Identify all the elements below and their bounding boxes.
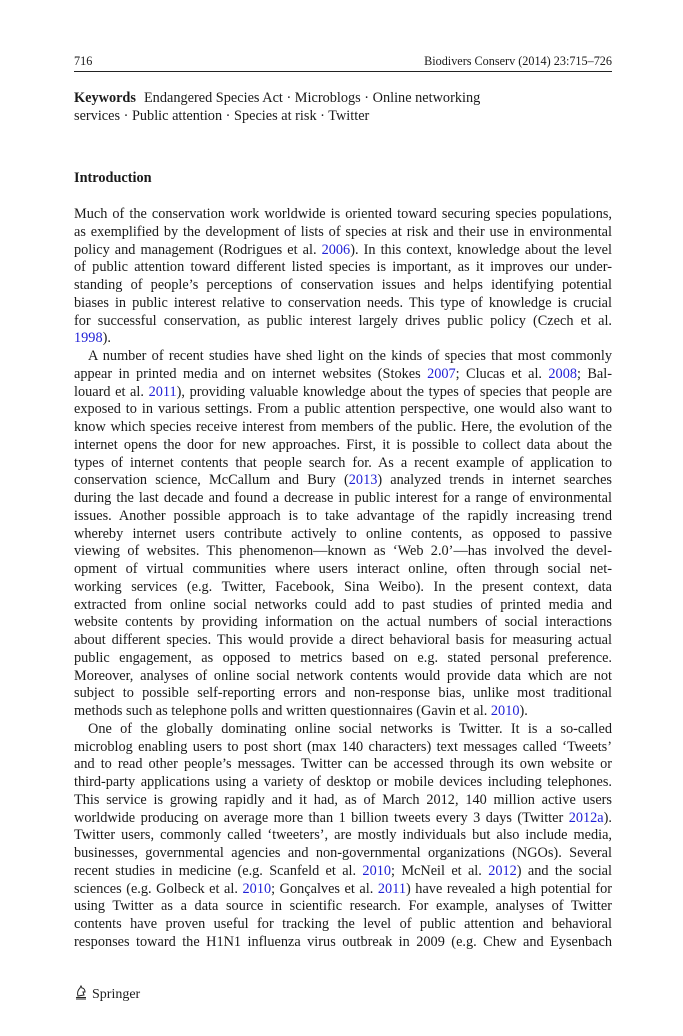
text-line: know which species receive interest from members of the public. Here, the evolution of the — [74, 419, 612, 435]
text-line: responses toward the H1N1 influenza virus outbreak in 2009 (e.g. Chew and Eysenbach — [74, 933, 612, 950]
text-line: A number of recent studies have shed light on the kinds of species that most commonly — [88, 348, 612, 364]
text-line: working services (e.g. Twitter, Facebook, Sina Weibo). In the present context, data — [74, 578, 612, 595]
paragraph — [74, 348, 612, 721]
running-head — [74, 53, 612, 69]
text-line: about different species. This would provide a direct behavioral basis for measuring actual — [74, 632, 612, 648]
keywords-label: Keywords — [74, 90, 136, 106]
citation-link[interactable]: 2011 — [148, 383, 177, 400]
keywords-block — [74, 90, 534, 125]
header-rule — [74, 71, 612, 72]
citation-link[interactable]: 2010 — [362, 862, 392, 879]
body-text — [74, 206, 612, 952]
citation-link[interactable]: 1998 — [74, 330, 103, 347]
text-line: contents have proven useful for tracking the level of public attention and behavioral — [74, 916, 612, 932]
text-line: businesses, governmental agencies and non-governmental organizations (NGOs). Several — [74, 845, 612, 861]
text-line: Moreover, analyses of online social network contents would provide data which are not — [74, 667, 612, 684]
citation-link[interactable]: 2008 — [548, 365, 577, 382]
journal-reference: Biodivers Conserv (2014) 23:715–726 — [424, 54, 612, 68]
keywords-line-1: Endangered Species Act · Microblogs · Online networking — [143, 90, 481, 106]
text-line: extracted from online social networks could add to past studies of printed media and — [74, 596, 612, 613]
text-line: policy and management (Rodrigues et al. 2006). In this context, knowledge about the level — [74, 241, 612, 258]
publisher-footer — [74, 984, 140, 1006]
text-line: internet opens the door for new approaches. First, it is possible to collect data about the — [74, 436, 612, 453]
text-line: and to read other people’s messages. Twitter can be accessed through its own website or — [74, 756, 612, 773]
text-line: methods such as telephone polls and written questionnaires (Gavin et al. 2010). — [74, 703, 528, 719]
text-line: subject to possible self-reporting errors and non-response bias, unlike most traditional — [74, 685, 612, 702]
text-line: whereby internet users contribute actively to online contents, as opposed to passive — [74, 525, 612, 542]
citation-link[interactable]: 2011 — [377, 880, 406, 897]
citation-link[interactable]: 2007 — [427, 365, 456, 382]
text-line: Twitter users, commonly called ‘tweeters’, are mostly individuals but also include media, — [74, 827, 612, 844]
text-line: viewing of websites. This phenomenon—known as ‘Web 2.0’—has involved the devel- — [74, 543, 612, 560]
text-line: during the last decade and found a decrease in public interest for a range of environmental — [74, 490, 612, 506]
text-line: as exemplified by the development of lists of species at risk and their use in environmental — [74, 223, 612, 240]
text-line: One of the globally dominating online social networks is Twitter. It is a so-called — [88, 720, 612, 737]
text-line: conservation science, McCallum and Bury (2013) analyzed trends in internet searches — [74, 472, 612, 489]
citation-link[interactable]: 2006 — [321, 241, 351, 258]
text-line: exposed to in various settings. From a public attention perspective, one would also want to — [74, 401, 612, 418]
text-line: standing of people’s perceptions of conservation issues and helps identifying potential — [74, 277, 612, 293]
citation-link[interactable]: 2012a — [568, 809, 604, 826]
text-line: worldwide producing on average more than 1 billion tweets every 3 days (Twitter 2012a). — [74, 809, 612, 826]
text-line: recent studies in medicine (e.g. Scanfeld et al. 2010; McNeil et al. 2012) and the social — [74, 862, 612, 879]
text-line: website contents by providing information on the actual numbers of social interactions — [74, 614, 612, 631]
text-line: louard et al. 2011), providing valuable knowledge about the types of species that people are — [74, 383, 612, 400]
text-line: public engagement, as opposed to metrics based on e.g. stated personal preference. — [74, 649, 612, 666]
citation-link[interactable]: 2010 — [242, 880, 272, 897]
citation-link[interactable]: 2012 — [488, 862, 517, 879]
text-line: opment of virtual communities where users interact online, often through social net- — [74, 561, 612, 577]
text-line: Much of the conservation work worldwide is oriented toward securing species populations, — [74, 206, 612, 222]
springer-knight-icon — [74, 984, 88, 1006]
paragraph — [74, 721, 612, 952]
section-title: Introduction — [74, 170, 152, 186]
text-line: microblog enabling users to post short (max 140 characters) text messages called ‘Tweets’ — [74, 738, 612, 755]
text-line: of public attention toward different listed species is important, as it improves our under- — [74, 259, 612, 276]
publisher-name: Springer — [92, 987, 141, 1002]
text-line: for successful conservation, as public interest largely drives public policy (Czech et al. — [74, 312, 612, 329]
page-number: 716 — [74, 54, 93, 68]
citation-link[interactable]: 2010 — [490, 703, 520, 719]
keywords-line-2: services · Public attention · Species at risk · Twitter — [74, 107, 370, 124]
text-line: types of internet contents that people search for. As a recent example of application to — [74, 454, 612, 471]
text-line: using Twitter as a data source in scientific research. For example, analyses of Twitter — [74, 898, 612, 915]
citation-link[interactable]: 2013 — [348, 472, 378, 489]
paragraph — [74, 206, 612, 348]
text-line: issues. Another possible approach is to take advantage of the rapidly increasing trend — [74, 507, 612, 524]
text-line: appear in printed media and on internet websites (Stokes 2007; Clucas et al. 2008; Bal- — [74, 365, 612, 382]
text-line: sciences (e.g. Golbeck et al. 2010; Gonçalves et al. 2011) have revealed a high potential for — [74, 880, 612, 897]
text-line: third-party applications using a variety of desktop or mobile devices including telephones. — [74, 774, 612, 790]
text-line: biases in public interest relative to conservation needs. This type of knowledge is crucial — [74, 294, 612, 311]
text-line: This service is growing rapidly and it had, as of March 2012, 140 million active users — [74, 791, 612, 808]
text-line: 1998). — [74, 330, 111, 347]
